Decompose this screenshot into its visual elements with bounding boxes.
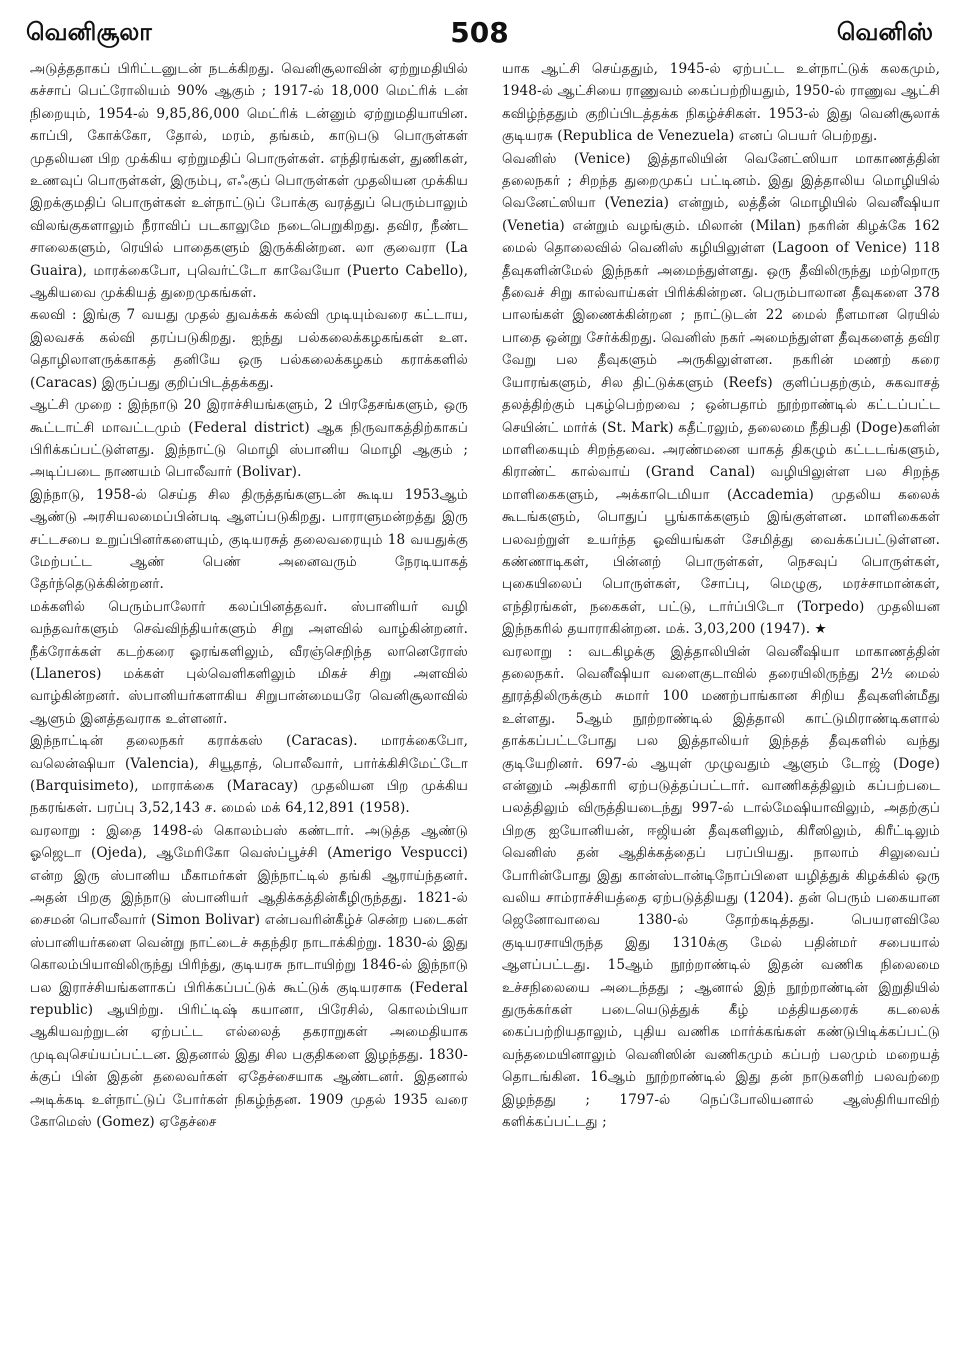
text-columns — [30, 58, 940, 1348]
paragraph-venice-history: வரலாறு : வடகிழக்கு இத்தாலியின் வெனீஷியா மாகாணத்தின் தலைநகர். வெனீஷியா வளைகுடாவில் தரையிலிருந்து 2½ மைல் தூரத்திலிருக்கும் சுமார் 100 மணற்பாங்கான சிறிய தீவுகளின்மீது உள்ளது. 5ஆம் நூற்றாண்டில் இத்தாலி காட்டுமிராண்டிகளால் தாக்கப்பட்டபோது பல இத்தாலியர் இந்தத் தீவுகளில் வந்து குடியேறினர். 697-ல் ஆயுள் முழுவதும் ஆளும் டோஜ் (Doge) என்னும் அதிகாரி ஏற்படுத்தப்பட்டார். வாணிகத்திலும் கப்பற்படை பலத்திலும் விருத்தியடைந்து 997-ல் டால்மேஷியாவிலும், அதற்குப் பிறகு ஐயோனியன், ஈஜியன் தீவுகளிலும், கிரீஸிலும், கிரீட்டிலும் வெனிஸ் தன் ஆதிக்கத்தைப் பரப்பியது. நாலாம் சிலுவைப் போரின்போது இது கான்ஸ்டான்டிநோப்பிளை யழித்துக் கிழக்கில் ஒரு வலிய சாம்ராச்சியத்தை ஏற்படுத்தியது (1204). தன் பெரும் பகையான ஜெனோவாவை 1380-ல் தோற்கடித்தது. பெயரளவிலே குடியரசாயிருந்த இது 1310க்கு மேல் பதின்மர் சபையால் ஆளப்பட்டது. 15ஆம் நூற்றாண்டில் இதன் வணிக நிலைமை உச்சநிலையை அடைந்தது ; ஆனால் இந் நூற்றாண்டின் இறுதியில் துருக்கர்கள் படையெடுத்துக் கீழ் மத்தியதரைக் கடலைக் கைப்பற்றியதாலும், புதிய வணிக மார்க்கங்கள் கண்டுபிடிக்கப்பட்டு வந்தமையினாலும் வெனிஸின் வணிகமும் கப்பற் பலமும் மறையத் தொடங்கின. 16ஆம் நூற்றாண்டில் இது தன் நாடுகளிற் பலவற்றை இழந்தது ; 1797-ல் நெப்போலியனால் ஆஸ்திரியாவிற் களிக்கப்பட்டது ; — [502, 643, 940, 1131]
paragraph-constitution: இந்நாடு, 1958-ல் செய்த சில திருத்தங்களுடன் கூடிய 1953ஆம் ஆண்டு அரசியலமைப்பின்படி ஆளப்படுகிறது. பாராளுமன்றத்து இரு சட்டசபை உறுப்பினர்களையும், குடியரசுத் தலைவரையும் 18 வயதுக்கு மேற்பட்ட ஆண் பெண் அனைவரும் நேரடியாகத் தேர்ந்தெடுக்கின்றனர். — [30, 486, 468, 593]
right-column — [502, 58, 940, 1348]
page-header — [20, 10, 939, 54]
paragraph-cities: இந்நாட்டின் தலைநகர் கராக்கஸ் (Caracas). மாரக்கைபோ, வலென்ஷியா (Valencia), சியூதாத், பொலீவார், பார்க்கிசிமேட்டோ (Barquisimeto), மாராக்கை (Maracay) முதலியன பிற முக்கிய நகரங்கள். பரப்பு 3,52,143 ச. மைல் மக் 64,12,891 (1958). — [30, 733, 468, 817]
paragraph-history: வரலாறு : இதை 1498-ல் கொலம்பஸ் கண்டார். அடுத்த ஆண்டு ஓஜெடா (Ojeda), ஆமேரிகோ வெஸ்ப்பூச்சி (Amerigo Vespucci) என்ற இரு ஸ்பானிய மீகாமர்கள் இந்நாட்டில் தங்கி ஆராய்ந்தனர். அதன் பிறகு இந்நாடு ஸ்பானியர் ஆதிக்கத்தின்கீழிருந்தது. 1821-ல் சைமன் பொலீவார் (Simon Bolivar) என்பவரின்கீழ்ச் சென்ற படைகள் ஸ்பானியர்களை வென்று நாட்டைச் சுதந்திர நாடாக்கிற்று. 1830-ல் இது கொலம்பியாவிலிருந்து பிரிந்து, குடியரசு நாடாயிற்று 1846-ல் இந்நாடு பல இராச்சியங்களாகப் பிரிக்கப்பட்டுக் கூட்டுக் குடியரசாக (Federal republic) ஆயிற்று. பிரிட்டிஷ் கயானா, பிரேசில், கொலம்பியா ஆகியவற்றுடன் ஏற்பட்ட எல்லைத் தகராறுகள் அமைதியாக முடிவுசெய்யப்பட்டன. இதனால் இது சில பகுதிகளை இழந்தது. 1830-க்குப் பின் இதன் தலைவர்கள் ஏதேச்சையாக ஆண்டனர். இதனால் அடிக்கடி உள்நாட்டுப் போர்கள் நிகழ்ந்தன. 1909 முதல் 1935 வரை கோமெஸ் (Gomez) ஏதேச்சை — [30, 822, 468, 1131]
paragraph-exports: அடுத்ததாகப் பிரிட்டனுடன் நடக்கிறது. வெனிசூலாவின் ஏற்றுமதியில் கச்சாப் பெட்ரோலியம் 90% ஆகும் ; 1917-ல் 18,000 மெட்ரிக் டன் நிறையும், 1954-ல் 9,85,86,000 மெட்ரிக் டன்னும் ஏற்றுமதியாயின. காப்பி, கோக்கோ, தோல், மரம், தங்கம், காடுபடு பொருள்கள் முதலியன பிற முக்கிய ஏற்றுமதிப் பொருள்கள். எந்திரங்கள், துணிகள், உணவுப் பொருள்கள், இரும்பு, எஃகுப் பொருள்கள் முதலியன முக்கிய இறக்குமதிப் பொருள்கள் உள்நாட்டுப் போக்கு வரத்துப் பெரும்பாலும் விலங்குகளாலும் நீராவிப் படகாலுமே நடைபெறுகிறது. தவிர, நீண்ட சாலைகளும், ரெயில் பாதைகளும் இருக்கின்றன. லா குவைரா (La Guaira), மாரக்கைபோ, புவெர்ட்டோ காவேயோ (Puerto Cabello), ஆகியவை முக்கியத் துறைமுகங்கள். — [30, 61, 468, 302]
paragraph-venezuela-continued: யாக ஆட்சி செய்ததும், 1945-ல் ஏற்பட்ட உள்நாட்டுக் கலகமும், 1948-ல் ஆட்சியை ராணுவம் கைப்பற்றியதும், 1950-ல் ராணுவ ஆட்சி கவிழ்ந்ததும் குறிப்பிடத்தக்க நிகழ்ச்சிகள். 1953-ல் இது வெனிசூலாக் குடியரசு (Republica de Venezuela) எனப் பெயர் பெற்றது. — [502, 61, 940, 145]
paragraph-venice-entry: வெனிஸ் (Venice) இத்தாலியின் வெனேட்ஸியா மாகாணத்தின் தலைநகர் ; சிறந்த துறைமுகப் பட்டினம். இது இத்தாலிய மொழியில் வெனேட்ஸியா (Venezia) என்றும், லத்தீன் மொழியில் வெனீஷியா (Venetia) என்றும் வழங்கும். மிலான் (Milan) நகரின் கிழக்கே 162 மைல் தொலைவில் வெனிஸ் கழியிலுள்ள (Lagoon of Venice) 118 தீவுகளின்மேல் இந்நகர் அமைந்துள்ளது. ஒரு தீவிலிருந்து மற்றொரு தீவைச் சிறு கால்வாய்கள் பிரிக்கின்றன. பெரும்பாலான தீவுகளை 378 பாலங்கள் இணைக்கின்றன ; நாட்டுடன் 22 மைல் நீளமான ரெயில் பாதை ஒன்று சேர்க்கிறது. வெனிஸ் நகர் அமைந்துள்ள தீவுகளைத் தவிர வேறு பல தீவுகளும் அருகிலுள்ளன. நகரின் மணற் கரை யோரங்களும், சில திட்டுக்களும் (Reefs) குளிப்பதற்கும், சுகவாசத் தலத்திற்கும் புகழ்பெற்றவை ; ஒன்பதாம் நூற்றாண்டில் கட்டப்பட்ட செயின்ட் மார்க் (St. Mark) கதீட்ரலும், தலைமை நீதிபதி (Doge)களின் மாளிகையும் சிறந்தவை. அரண்மனை யாகத் திகழும் கட்டடங்களும், கிராண்ட் கால்வாய் (Grand Canal) வழியிலுள்ள பல சிறந்த மாளிகைகளும், அக்காடெமியா (Accademia) முதலிய கலைக் கூடங்களும், பொதுப் பூங்காக்களும் இங்குள்ளன. மாளிகைகள் பலவற்றுள் உயர்ந்த ஓவியங்கள் சேமித்து வைக்கப்பட்டுள்ளன. கண்ணாடிகள், பின்னற் பொருள்கள், நெசவுப் பொருள்கள், புகையிலைப் பொருள்கள், சோப்பு, மெழுகு, மரச்சாமான்கள், எந்திரங்கள், நகைகள், பட்டு, டார்ப்பிடோ (Torpedo) முதலியன இந்நகரில் தயாராகின்றன. மக். 3,03,200 (1947). ★ — [502, 150, 940, 638]
left-column — [30, 58, 468, 1348]
paragraph-population: மக்களில் பெரும்பாலோர் கலப்பினத்தவர். ஸ்பானியர் வழி வந்தவர்களும் செவ்விந்தியர்களும் சிறு அளவில் வாழ்கின்றனர். நீக்ரோக்கள் கடற்கரை ஓரங்களிலும், வீரஞ்செறிந்த லானெரோஸ் (Llaneros) மக்கள் புல்வெளிகளிலும் மிகச் சிறு அளவில் வாழ்கின்றனர். ஸ்பானியர்களாகிய சிறுபான்மையரே வெனிசூலாவில் ஆளும் இனத்தவராக உள்ளனர். — [30, 598, 468, 727]
running-head-right: வெனிஸ் — [836, 18, 933, 46]
running-head-left: வெனிசூலா — [26, 18, 152, 46]
paragraph-administration: ஆட்சி முறை : இந்நாடு 20 இராச்சியங்களும், 2 பிரதேசங்களும், ஒரு கூட்டாட்சி மாவட்டமும் (Federal district) ஆக நிருவாகத்திற்காகப் பிரிக்கப்பட்டுள்ளது. இந்நாட்டு மொழி ஸ்பானிய மொழி ஆகும் ; அடிப்படை நாணயம் பொலீவார் (Bolivar). — [30, 397, 468, 481]
paragraph-education: கலவி : இங்கு 7 வயது முதல் துவக்கக் கல்வி முடியும்வரை கட்டாய, இலவசக் கல்வி தரப்படுகிறது. ஐந்து பல்கலைக்கழகங்கள் உள. தொழிலாளருக்காகத் தனியே ஒரு பல்கலைக்கழகம் கராக்களில் (Caracas) இருப்பது குறிப்பிடத்தக்கது. — [30, 307, 468, 391]
page-number: 508 — [450, 16, 509, 49]
